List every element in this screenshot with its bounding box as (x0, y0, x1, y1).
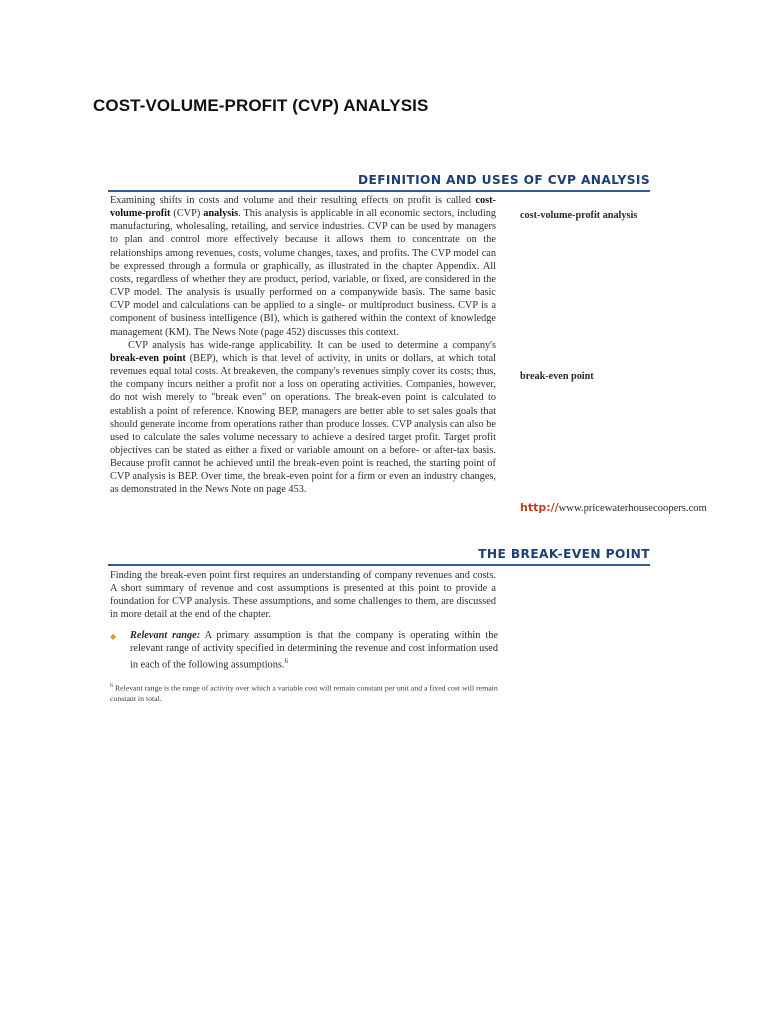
text-run: Examining shifts in costs and volume and their resulting effects on profit is called (110, 195, 476, 206)
paragraph-break-even-intro: Finding the break-even point first requires an understanding of company revenues and costs. A short summary of revenue and cost assumptions is presented at this point to provide a foundation for CVP analysis. These assumptions, and some challenges to them, are discussed in more detail at the end of the chapter. (110, 570, 496, 621)
section-rule (108, 190, 650, 192)
url-prefix: http:// (520, 501, 559, 514)
bullet-label: Relevant range: (130, 630, 201, 641)
key-term-cvp: cost-volume-profit (110, 195, 496, 220)
section-definition-body (110, 194, 496, 497)
text-run: A primary assumption is that the company is operating within the relevant range of activity specified in determining the revenue and cost information used in each of the following assumptions. (130, 630, 498, 671)
margin-term-cvp-analysis: cost-volume-profit analysis (520, 210, 638, 221)
section-heading-definition: DEFINITION AND USES OF CVP ANALYSIS (357, 173, 650, 187)
text-run: . This analysis is applicable in all economic sectors, including manufacturing, wholesaling, retailing, and service industries. CVP can be used by managers to plan and control more effectively because it allows them to concentrate on the relationships among revenues, costs, volume changes, taxes, and profits. The CVP model can be expressed through a formula or graphically, as illustrated in the chapter Appendix. All costs, regardless of whether they are product, period, variable, or fixed, are considered in the CVP model. The analysis is usually performed on a companywide basis. The same basic CVP model and calculations can be applied to a single- or multiproduct business. CVP is a component of business intelligence (BI), which is gathered within the context of knowledge management (KM). The News Note (page 452) discusses this context. (110, 208, 496, 338)
section-heading-break-even: THE BREAK-EVEN POINT (478, 547, 650, 561)
footnote-text: Relevant range is the range of activity over which a variable cost will remain constant per unit and a fixed cost will remain constant in total. (110, 683, 498, 703)
margin-url[interactable] (520, 501, 707, 515)
footnote-ref[interactable]: 6 (284, 657, 288, 666)
section-break-even-body (110, 569, 496, 622)
margin-term-break-even-point: break-even point (520, 371, 594, 382)
bullet-text (130, 629, 498, 672)
url-link[interactable]: www.pricewaterhousecoopers.com (558, 503, 707, 514)
key-term-bep: break-even point (110, 352, 186, 364)
document-title: COST-VOLUME-PROFIT (CVP) ANALYSIS (93, 96, 429, 115)
key-term-analysis: analysis (203, 208, 239, 220)
footnote (110, 681, 500, 704)
text-run: CVP analysis has wide-range applicability. It can be used to determine a company's (128, 339, 496, 351)
bullet-icon: ◆ (110, 632, 117, 641)
footnote-number: 6 (110, 683, 113, 689)
section-rule (108, 564, 650, 566)
paragraph-cvp-definition (110, 194, 496, 339)
paragraph-cvp-uses (110, 339, 496, 497)
bullet-relevant-range (110, 629, 498, 672)
text-run: (BEP), which is that level of activity, in units or dollars, at which total revenues equal total costs. At breakeven, the company's revenues simply cover its costs; thus, the company incurs neither a profit nor a loss on operating activities. Companies, however, do not wish merely to "break even" on operations. The break-even point is calculated to establish a point of reference. Knowing BEP, managers are better able to set sales goals that should generate income from operations rather than produce losses. CVP analysis can also be used to calculate the sales volume necessary to achieve a desired target profit. Target profit objectives can be stated as either a fixed or variable amount on a before- or after-tax basis. Because profit cannot be achieved until the break-even point is reached, the starting point of CVP analysis is BEP. Over time, the break-even point for a firm or even an industry changes, as demonstrated in the News Note on page 453. (110, 352, 497, 496)
text-run: (CVP) (170, 208, 204, 220)
